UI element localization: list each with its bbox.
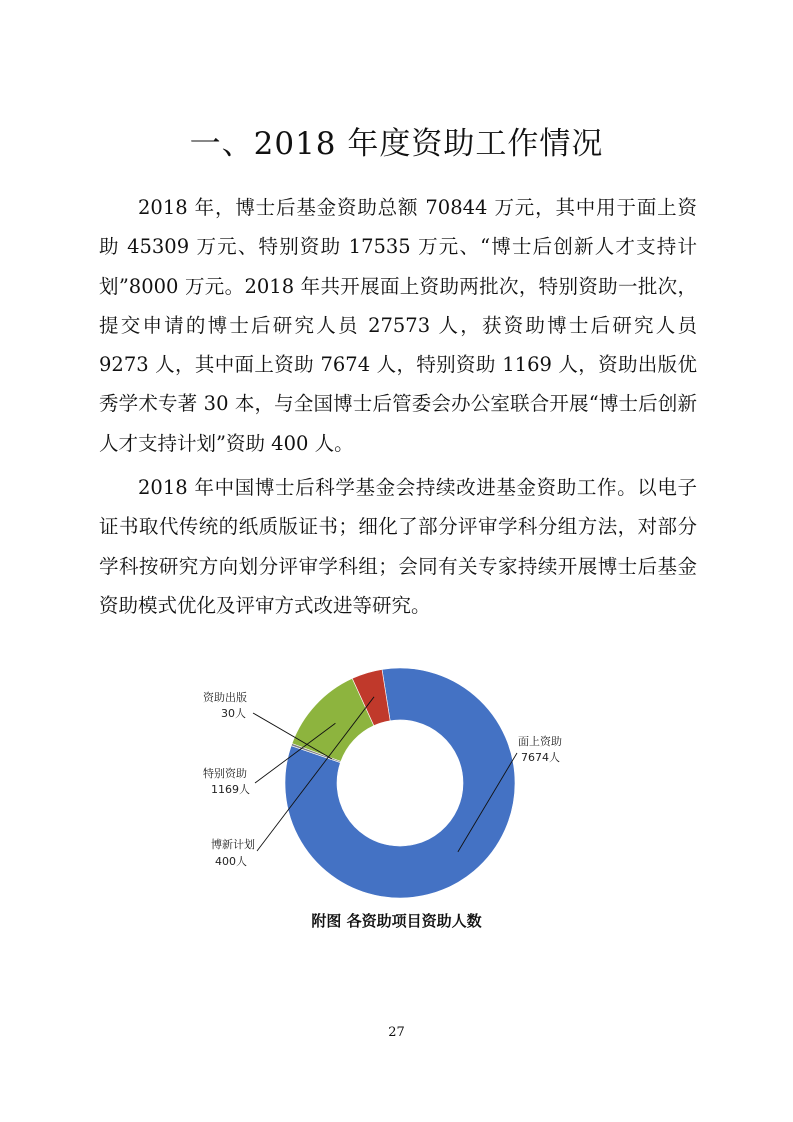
page-title: 一、2018 年度资助工作情况 bbox=[189, 126, 604, 162]
label-value-publication: 30人 bbox=[221, 707, 246, 720]
donut-chart bbox=[195, 665, 595, 905]
label-category-boxin: 博新计划 bbox=[211, 838, 255, 851]
label-value-general: 7674人 bbox=[521, 751, 560, 764]
figure-caption: 附图 各资助项目资助人数 bbox=[311, 912, 482, 930]
paragraph-improvements: 2018 年中国博士后科学基金会持续改进基金资助工作。以电子证书取代传统的纸质版证书；细化了部分评审学科分组方法，对部分学科按研究方向划分评审学科组；会同有关专家持续开展博士后基金资助模式优化及评审方式改进等研究。 bbox=[99, 476, 697, 617]
label-value-special: 1169人 bbox=[211, 783, 250, 796]
label-value-boxin: 400人 bbox=[215, 855, 247, 868]
page-number: 27 bbox=[388, 1025, 405, 1040]
label-category-special: 特别资助 bbox=[203, 767, 247, 780]
label-category-general: 面上资助 bbox=[518, 735, 562, 748]
donut-slices bbox=[285, 668, 515, 898]
paragraph-funding-overview: 2018 年，博士后基金资助总额 70844 万元，其中用于面上资助 45309 万元、特别资助 17535 万元、“博士后创新人才支持计划”8000 万元。2018 年共开展面上资助两批次，特别资助一批次，提交申请的博士后研究人员 27573 人，获资助博士后研究人员 9273 人，其中面上资助 7674 人，特别资助 1169 人，资助出版优秀学术专著 30 本，与全国博士后管委会办公室联合开展“博士后创新人才支持计划”资助 400 人。 bbox=[99, 196, 697, 455]
label-category-publication: 资助出版 bbox=[203, 691, 247, 704]
